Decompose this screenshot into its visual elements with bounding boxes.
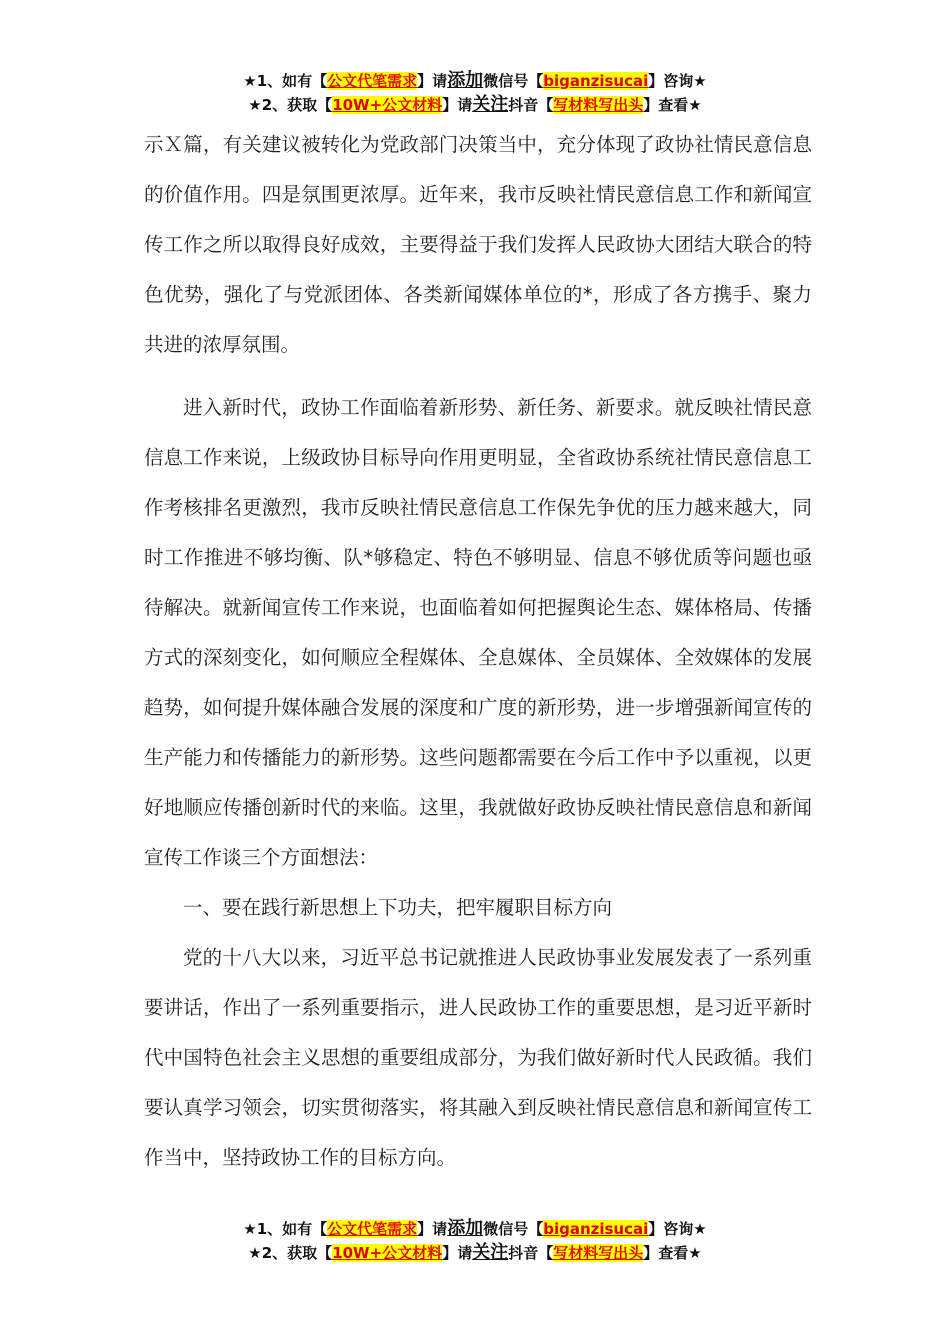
banner-emphasis: 关注 [472, 94, 509, 115]
highlight-materials: 10W+公文材料 [332, 1244, 443, 1262]
banner-line-2 [0, 1241, 950, 1265]
highlight-wechat-id: biganzisucai [543, 72, 649, 90]
banner-text: 】请 [442, 96, 473, 114]
banner-text: 】查看★ [643, 1244, 702, 1262]
banner-text: ★1、如有【 [243, 1220, 328, 1238]
banner-text: ★2、获取【 [248, 96, 333, 114]
body-paragraph-1: 示Ｘ篇，有关建议被转化为党政部门决策当中，充分体现了政协社情民意信息的价值作用。四是氛围更浓厚。近年来，我市反映社情民意信息工作和新闻宣传工作之所以取得良好成效，主要得益于我们发挥人民政协大团结大联合的特色优势，强化了与党派团体、各类新闻媒体单位的*，形成了各方携手、聚力共进的浓厚氛围。 [144, 133, 812, 356]
banner-text: ★2、获取【 [248, 1244, 333, 1262]
banner-text: 】咨询★ [648, 72, 707, 90]
banner-line-1 [0, 69, 950, 93]
document-body [144, 120, 812, 1183]
banner-emphasis: 添加 [447, 70, 484, 91]
banner-text: 微信号【 [483, 1220, 544, 1238]
banner-text: 微信号【 [483, 72, 544, 90]
banner-text: 抖音【 [508, 1244, 554, 1262]
highlight-douyin-account: 写材料写出头 [553, 96, 644, 114]
banner-text: 】咨询★ [648, 1220, 707, 1238]
highlight-service: 公文代笔需求 [327, 72, 418, 90]
highlight-materials: 10W+公文材料 [332, 96, 443, 114]
body-paragraph-3: 党的十八大以来，习近平总书记就推进人民政协事业发展发表了一系列重要讲话，作出了一系列重要指示，进人民政协工作的重要思想，是习近平新时代中国特色社会主义思想的重要组成部分，为我们做好新时代人民政循。我们要认真学习领会，切实贯彻落实，将其融入到反映社情民意信息和新闻宣传工作当中，坚持政协工作的目标方向。 [144, 946, 812, 1169]
body-paragraph-2: 进入新时代，政协工作面临着新形势、新任务、新要求。就反映社情民意信息工作来说，上级政协目标导向作用更明显，全省政协系统社情民意信息工作考核排名更激烈，我市反映社情民意信息工作保先争优的压力越来越大，同时工作推进不够均衡、队*够稳定、特色不够明显、信息不够优质等问题也亟待解决。就新闻宣传工作来说，也面临着如何把握舆论生态、媒体格局、传播方式的深刻变化，如何顺应全程媒体、全息媒体、全员媒体、全效媒体的发展趋势，如何提升媒体融合发展的深度和广度的新形势，进一步增强新闻宣传的生产能力和传播能力的新形势。这些问题都需要在今后工作中予以重视，以更好地顺应传播创新时代的来临。这里，我就做好政协反映社情民意信息和新闻宣传工作谈三个方面想法： [144, 396, 812, 869]
banner-text: ★1、如有【 [243, 72, 328, 90]
banner-emphasis: 添加 [447, 1218, 484, 1239]
highlight-wechat-id: biganzisucai [543, 1220, 649, 1238]
banner-line-1 [0, 1217, 950, 1241]
banner-text: 】请 [417, 72, 448, 90]
banner-text: 】查看★ [643, 96, 702, 114]
banner-emphasis: 关注 [472, 1242, 509, 1263]
banner-line-2 [0, 93, 950, 117]
section-heading: 一、要在践行新思想上下功夫，把牢履职目标方向 [183, 896, 613, 919]
footer-banner [0, 1217, 950, 1265]
highlight-douyin-account: 写材料写出头 [553, 1244, 644, 1262]
highlight-service: 公文代笔需求 [327, 1220, 418, 1238]
header-banner [0, 69, 950, 117]
banner-text: 】请 [442, 1244, 473, 1262]
banner-text: 抖音【 [508, 96, 554, 114]
banner-text: 】请 [417, 1220, 448, 1238]
